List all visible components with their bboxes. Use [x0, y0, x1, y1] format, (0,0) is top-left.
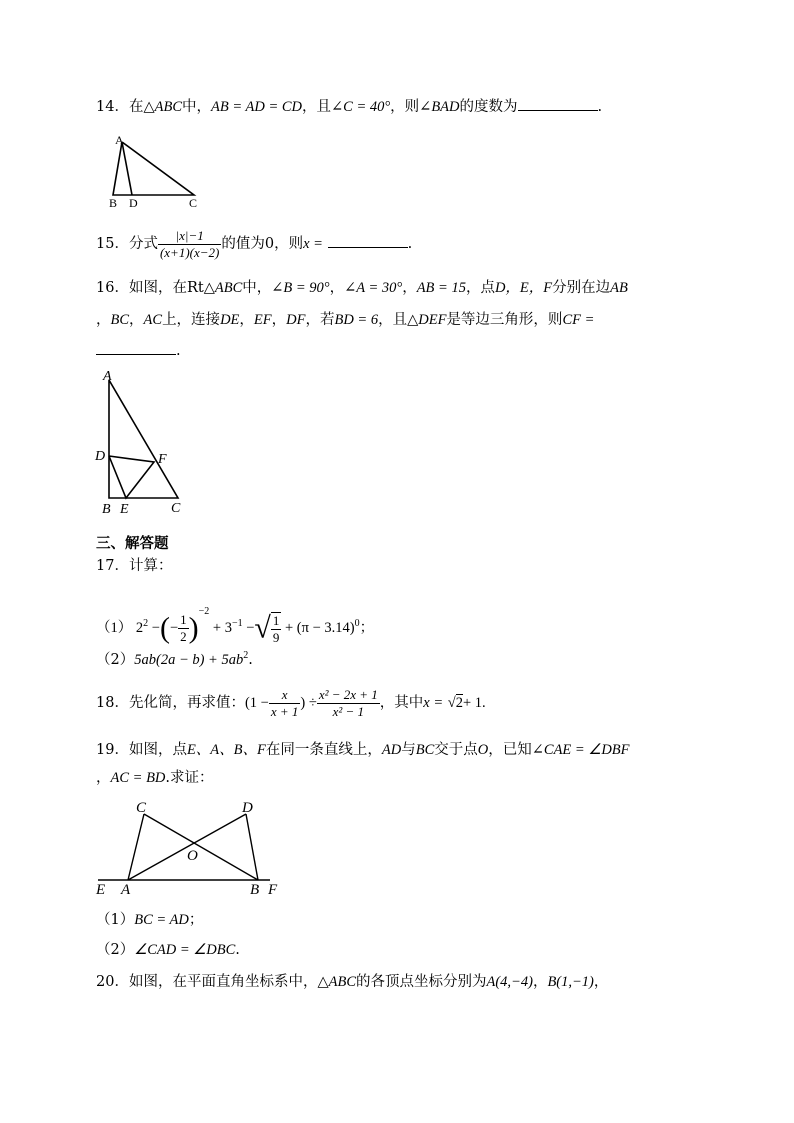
label-d: D — [129, 196, 138, 210]
segment-ac — [128, 814, 144, 880]
answer-blank — [518, 96, 598, 111]
q19-part2: （2）∠CAD = ∠DBC. — [96, 942, 240, 958]
label-b: B — [102, 502, 111, 517]
fraction-poly: $\frac{\text{x² − 2x + 1}}{\text{x² − 1}}$ — [318, 686, 378, 719]
answer-blank — [328, 233, 408, 248]
q16-line1: 16．如图，在Rt△ABC中，∠B = 90°，∠A = 30°，AB = 15，点D，E，F分别在边AB — [96, 280, 628, 296]
label-d: D — [95, 449, 106, 464]
section-title: 三、解答题 — [96, 536, 169, 552]
label-o: O — [187, 848, 198, 864]
label-f: F — [158, 452, 167, 467]
q16-figure — [94, 366, 194, 516]
label-a: A — [121, 882, 131, 898]
segment-ad — [122, 142, 132, 195]
label-c: C — [189, 196, 198, 210]
sqrt-sign: √ — [254, 611, 271, 645]
q19-line1: 19．如图，点E、A、B、F在同一条直线上，AD与BC交于点O，已知∠CAE = ∠DBF — [96, 742, 630, 758]
triangle-abc — [113, 142, 194, 195]
label-e: E — [120, 502, 129, 517]
sqrt-sign: √ — [447, 695, 456, 711]
label-f: F — [268, 882, 278, 898]
q15-fraction: $\frac{|x|-1}{(x+1)(x-2)}$ — [159, 227, 220, 260]
label-c: C — [136, 800, 147, 816]
q14-figure — [108, 132, 208, 210]
q20-text: 20．如图，在平面直角坐标系中，△ABC的各顶点坐标分别为A(4,−4)，B(1,−1)， — [96, 974, 609, 990]
triangle-def — [109, 456, 154, 498]
label-a: A — [115, 133, 124, 147]
segment-ad — [128, 814, 246, 880]
q15-text: 15．分式 $\frac{|x|-1}{(x+1)(x-2)}$ 的值为0，则x = . — [96, 227, 413, 260]
label-b: B — [250, 882, 260, 898]
fraction-x: $\frac{x}{x + 1}$ — [270, 686, 299, 719]
q18-text: 18．先化简，再求值：(1 − $\frac{x}{x + 1}$ ) ÷ $\frac{\text{x² − 2x + 1}}{\text{x² − 1}}$ ，其中x = √2+ 1. — [96, 686, 486, 719]
label-c: C — [171, 501, 181, 516]
answer-blank — [96, 340, 176, 355]
q19-figure — [94, 796, 294, 896]
q16-line2: ，BC，AC上，连接DE，EF，DF，若BD = 6，且△DEF是等边三角形，则CF = — [96, 312, 595, 328]
segment-db — [246, 814, 258, 880]
q14-text: 14．在△ABC中，AB = AD = CD，且∠C = 40°，则∠BAD的度数为 . — [96, 96, 602, 117]
q19-line2: ，AC = BD.求证： — [96, 770, 214, 786]
label-d: D — [242, 800, 253, 816]
fraction-half: $\frac{1}{2}$ — [180, 612, 187, 645]
q16-line3: . — [96, 340, 181, 361]
fraction-ninth: $\frac{1}{9}$ — [272, 612, 280, 645]
q17-title: 17．计算： — [96, 558, 173, 574]
label-e: E — [96, 882, 106, 898]
q19-part1: （1）BC = AD； — [96, 912, 204, 928]
label-a: A — [103, 369, 112, 384]
label-b: B — [109, 196, 118, 210]
q17-part1: （1） $2^2$ −(− $\frac{1}{2}$ )$^{-2} + 3^{-1}$ −√ $\frac{1}{9}$ + $(\pi - 3.14)^0$； — [96, 606, 375, 645]
segment-cb — [144, 814, 258, 880]
q17-part2: $(2)5ab(2a - b) + 5ab^2$. — [96, 650, 253, 668]
